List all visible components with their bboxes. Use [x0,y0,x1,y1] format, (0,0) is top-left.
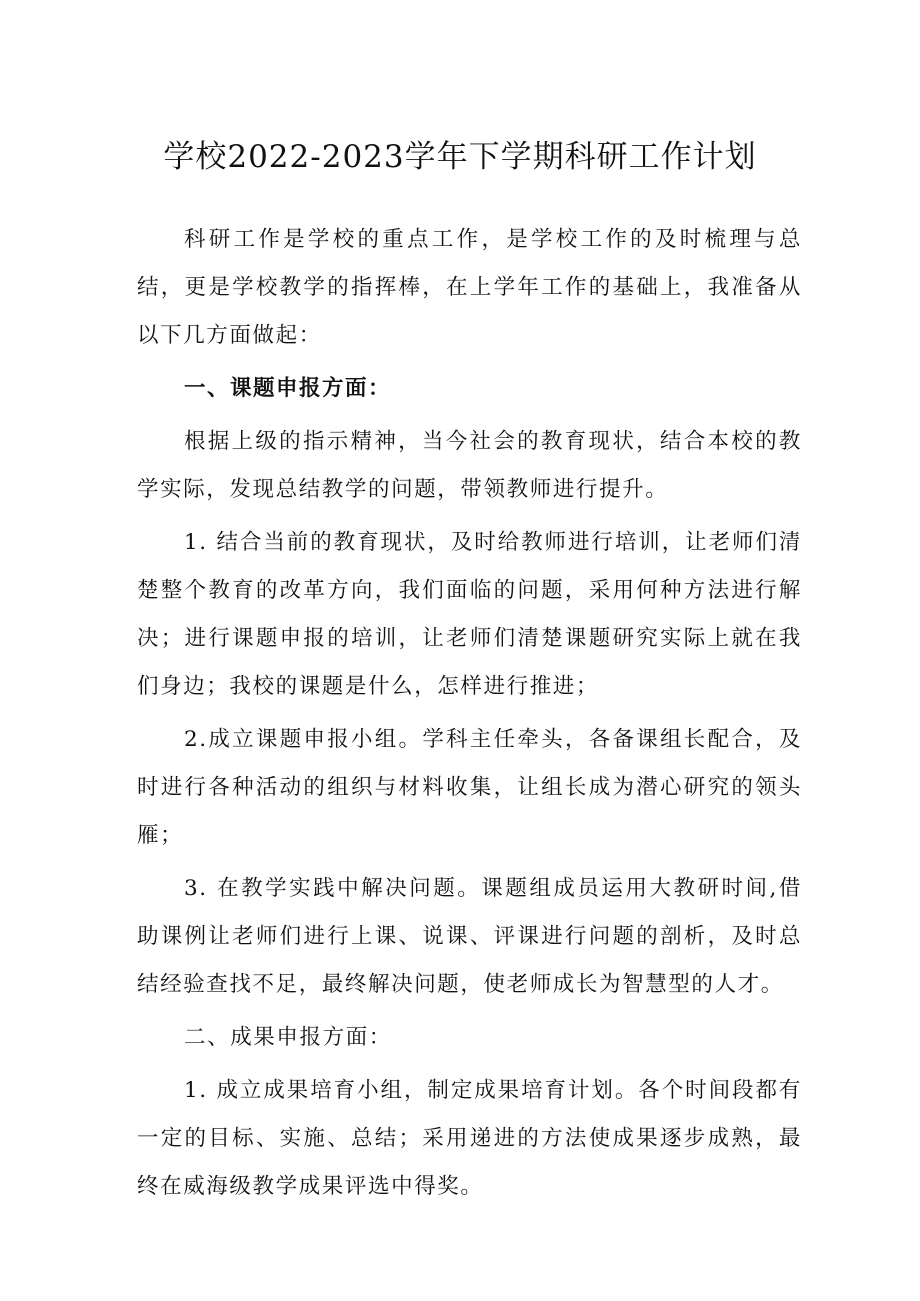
topic-application-paragraph: 根据上级的指示精神，当今社会的教育现状，结合本校的教学实际，发现总结教学的问题，带领教师进行提升。 [137,429,802,502]
section-heading-achievement-application: 二、成果申报方面： [184,1025,392,1050]
section-heading-topic-application: 一、课题申报方面： [184,376,392,401]
topic-item-3: 3. 在教学实践中解决问题。课题组成员运用大教研时间,借助课例让老师们进行上课、说课、评课进行问题的剖析，及时总结经验查找不足，最终解决问题，使老师成长为智慧型的人才。 [137,876,802,997]
document-body [137,216,802,1216]
topic-item-2: 2.成立课题申报小组。学科主任牵头，各备课组长配合，及时进行各种活动的组织与材料收集，让组长成为潜心研究的领头雁； [137,727,802,848]
document-title: 学校2022-2023学年下学期科研工作计划 [163,139,757,175]
intro-paragraph: 科研工作是学校的重点工作，是学校工作的及时梳理与总结，更是学校教学的指挥棒，在上学年工作的基础上，我准备从以下几方面做起： [137,227,802,348]
achievement-item-1: 1. 成立成果培育小组，制定成果培育计划。各个时间段都有一定的目标、实施、总结；采用递进的方法使成果逐步成熟，最终在威海级教学成果评选中得奖。 [137,1078,802,1199]
topic-item-1: 1. 结合当前的教育现状，及时给教师进行培训，让老师们清楚整个教育的改革方向，我们面临的问题，采用何种方法进行解决；进行课题申报的培训，让老师们清楚课题研究实际上就在我们身边；我校的课题是什么，怎样进行推进； [137,530,802,699]
